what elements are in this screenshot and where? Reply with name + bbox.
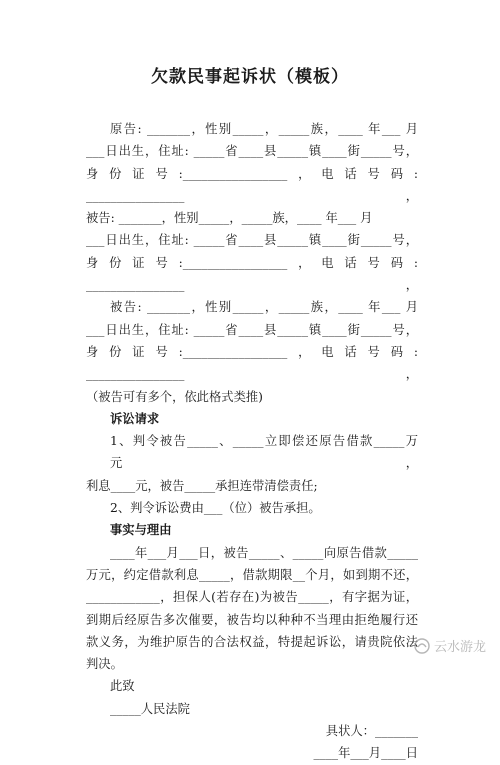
- text-line: ___日出生，住址: _____省____县_____镇____街_____号，: [86, 233, 418, 248]
- section-heading: 事实与理由: [110, 522, 172, 538]
- text-line: 被告: _______，性别_____，_____族，____ 年___ 月: [110, 300, 418, 315]
- text-line: 身份证号:_________________，电话号码: ________________，: [86, 166, 418, 203]
- text-line: 款义务，为维护原告的合法权益，特提起诉讼，请贵院依法: [86, 634, 418, 649]
- closing-line: 此致: [110, 679, 135, 694]
- app-logo-icon: [414, 638, 430, 654]
- text-line: 被告: _______，性别_____，_____族，____ 年___ 月: [86, 211, 373, 226]
- text-line: 万元，约定借款利息_____，借款期限__个月，如到期不还，: [86, 567, 418, 582]
- section-heading: 诉讼请求: [110, 410, 160, 426]
- text-line: 身份证号:_________________，电话号码: ________________，: [86, 344, 418, 382]
- document-title: 欠款民事起诉状（模板）: [151, 67, 349, 87]
- text-line: 1、判令被告_____、_____立即偿还原告借款_____万元，: [110, 434, 418, 471]
- watermark-text: 云水游龙: [433, 640, 486, 655]
- text-line: 到期后经原告多次催要，被告均以种种不当理由拒绝履行还: [86, 612, 418, 627]
- text-line: 利息____元，被告_____承担连带清偿责任;: [86, 478, 318, 493]
- watermark: [414, 636, 486, 655]
- text-line: ____年___月___日，被告_____、_____向原告借款_____: [110, 545, 418, 560]
- text-line: 2、判令诉讼费由___（位）被告承担。: [110, 501, 321, 516]
- text-line: ___日出生，住址: _____省____县_____镇____街_____号，: [86, 322, 418, 337]
- text-line: 身份证号:_________________，电话号码: ________________，: [86, 255, 418, 293]
- text-line: 原告: _______，性别_____，_____族，____ 年___ 月: [110, 122, 418, 136]
- text-line: （被告可有多个，依此格式类推): [86, 389, 263, 404]
- date-line: ____年___月____日: [313, 746, 418, 761]
- document-body: [86, 118, 418, 765]
- court-line: _____人民法院: [110, 701, 190, 716]
- text-line: ___日出生，住址: _____省____县_____镇____街_____号，: [86, 144, 418, 159]
- signature-line: 具状人：_______: [325, 724, 418, 739]
- text-line: 判决。: [86, 657, 123, 672]
- text-line: ____________，担保人(若存在)为被告_____，有字据为证，: [86, 590, 418, 605]
